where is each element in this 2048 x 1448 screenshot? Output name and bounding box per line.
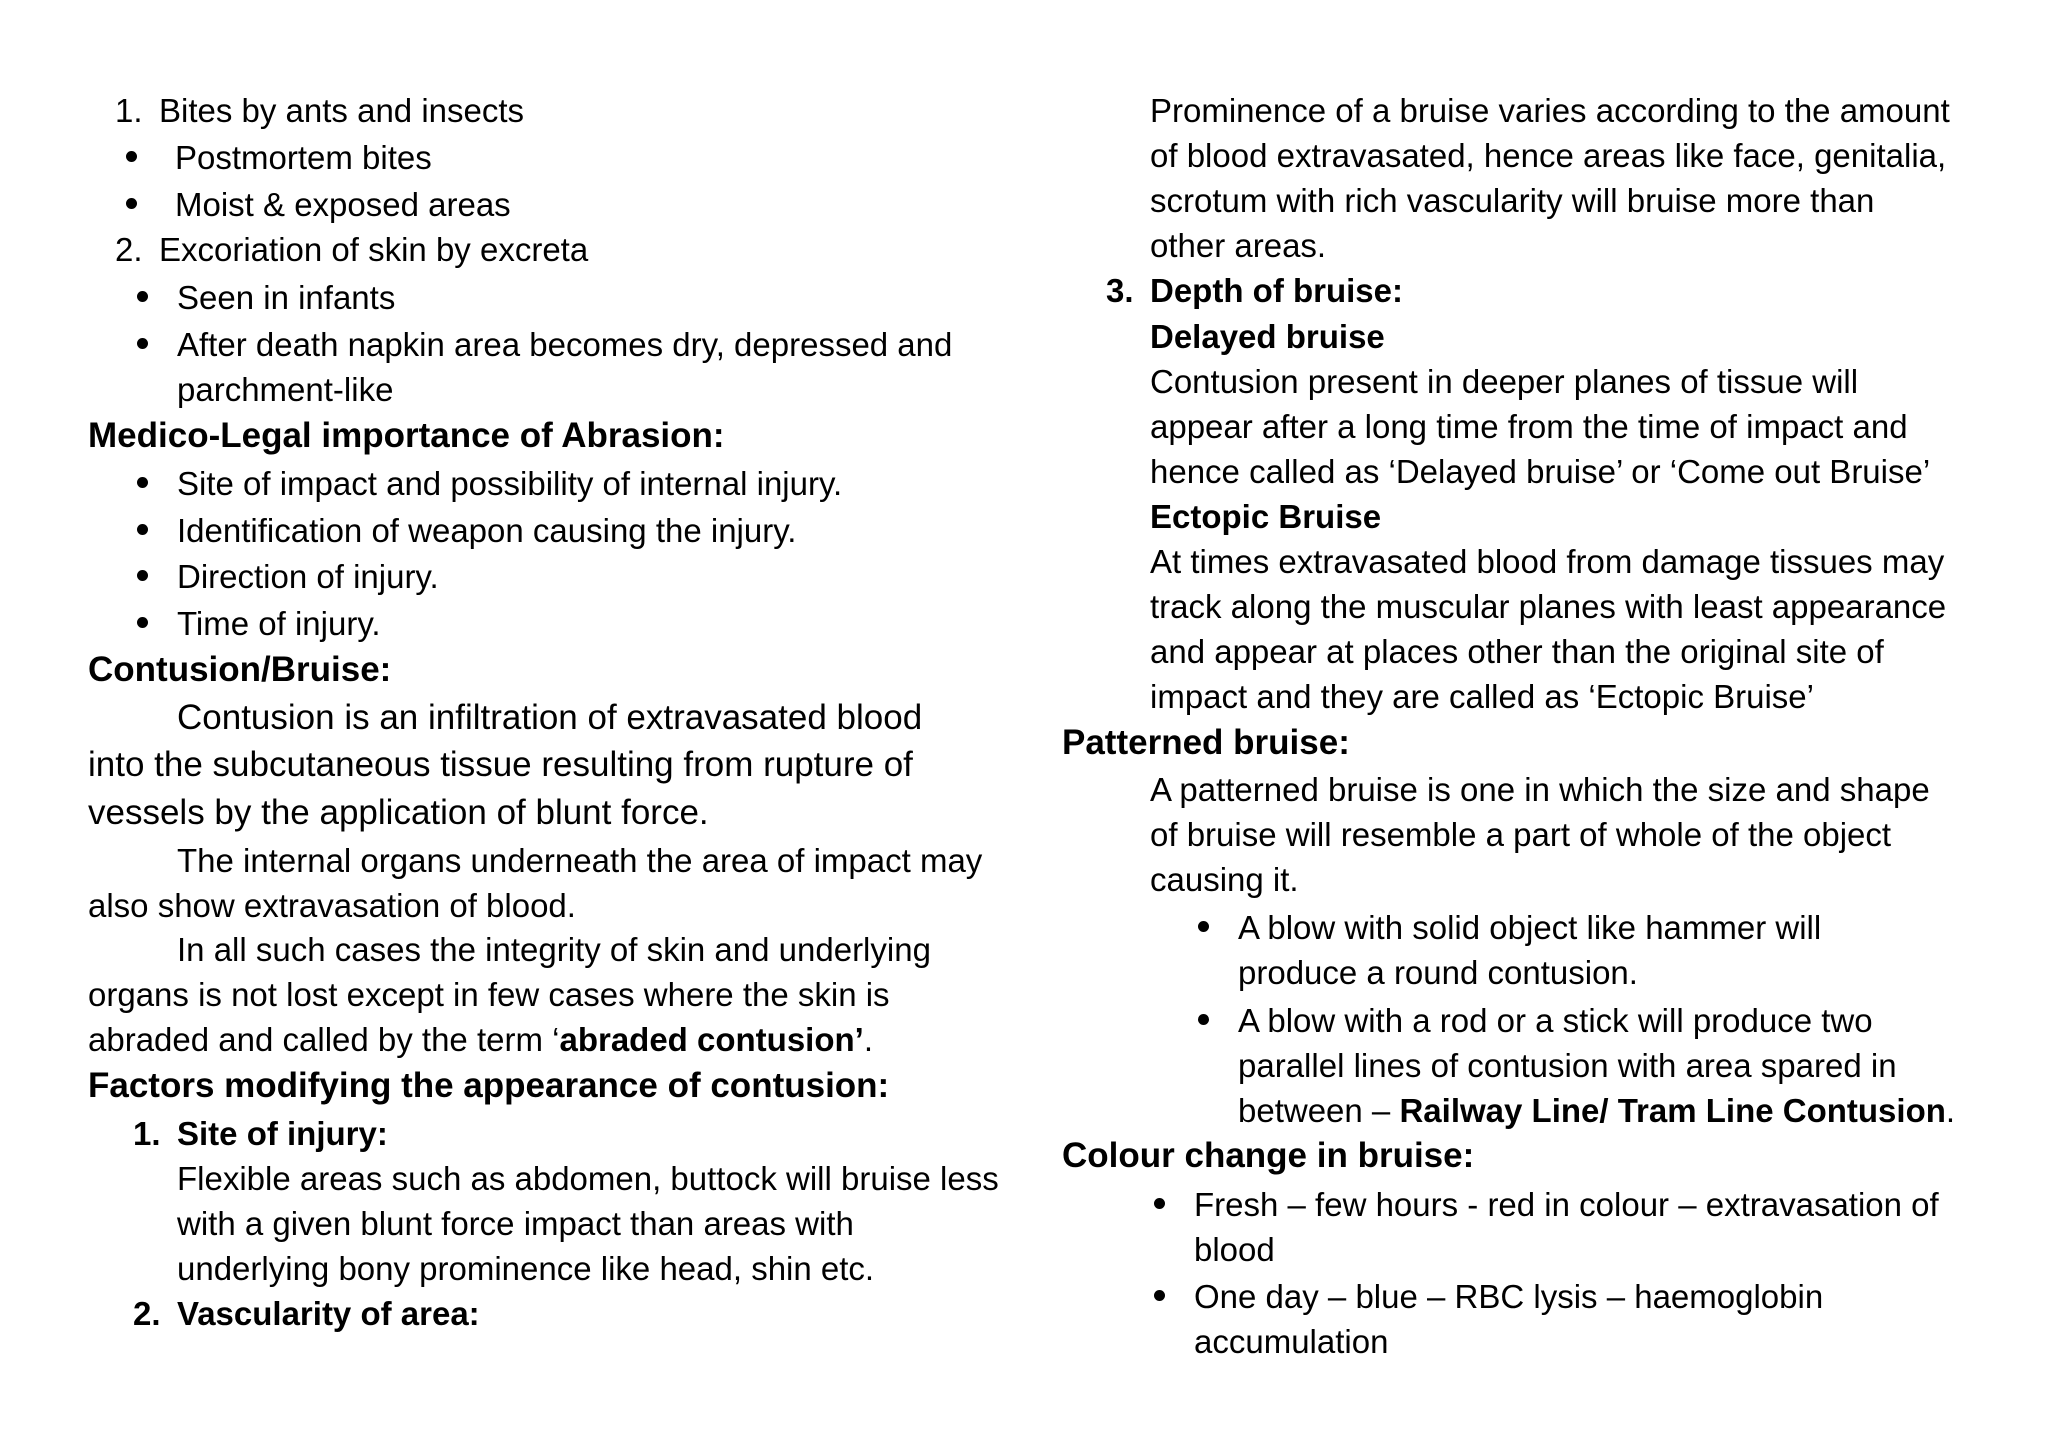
- subheading: Site of injury:: [177, 1115, 388, 1152]
- paragraph-line: scrotum with rich vascularity will bruise more than: [1150, 182, 1875, 219]
- paragraph-line: of blood extravasated, hence areas like face, genitalia,: [1150, 137, 1947, 174]
- section-heading: Medico-Legal importance of Abrasion:: [88, 416, 725, 455]
- list-item: Bites by ants and insects: [159, 92, 525, 129]
- bullet-icon: [137, 524, 148, 535]
- list-item: After death napkin area becomes dry, depressed and: [177, 326, 953, 363]
- bullet-icon: [1154, 1198, 1165, 1209]
- list-item: Direction of injury.: [177, 558, 439, 595]
- list-item: Postmortem bites: [175, 139, 432, 176]
- paragraph-line: abraded and called by the term ‘abraded contusion’.: [88, 1021, 874, 1058]
- paragraph-line: Prominence of a bruise varies according to the amount: [1150, 92, 1950, 129]
- paragraph-line: of bruise will resemble a part of whole of the object: [1150, 816, 1892, 853]
- paragraph-line: into the subcutaneous tissue resulting from rupture of: [88, 745, 913, 784]
- paragraph-line: also show extravasation of blood.: [88, 887, 576, 924]
- list-item: One day – blue – RBC lysis – haemoglobin: [1194, 1278, 1824, 1315]
- paragraph-line: appear after a long time from the time of impact and: [1150, 408, 1908, 445]
- subheading: Ectopic Bruise: [1150, 498, 1382, 535]
- subheading: Depth of bruise:: [1150, 272, 1403, 309]
- subheading: Vascularity of area:: [177, 1295, 480, 1332]
- paragraph-line: impact and they are called as ‘Ectopic Bruise’: [1150, 678, 1814, 715]
- bullet-icon: [1198, 1014, 1209, 1025]
- list-item: Fresh – few hours - red in colour – extravasation of: [1194, 1186, 1939, 1223]
- list-number: 2.: [115, 231, 143, 268]
- subheading: Delayed bruise: [1150, 318, 1385, 355]
- paragraph-line: The internal organs underneath the area of impact may: [177, 842, 983, 879]
- list-item-continuation: parallel lines of contusion with area spared in: [1238, 1047, 1897, 1084]
- bullet-icon: [137, 617, 148, 628]
- paragraph-line: with a given blunt force impact than areas with: [177, 1205, 854, 1242]
- paragraph-line: track along the muscular planes with least appearance: [1150, 588, 1947, 625]
- bullet-icon: [137, 477, 148, 488]
- list-number: 2.: [133, 1295, 161, 1332]
- list-item-continuation: accumulation: [1194, 1323, 1389, 1360]
- section-heading: Contusion/Bruise:: [88, 650, 392, 689]
- paragraph-line: organs is not lost except in few cases where the skin is: [88, 976, 890, 1013]
- paragraph-line: In all such cases the integrity of skin and underlying: [177, 931, 931, 968]
- list-item-continuation: between – Railway Line/ Tram Line Contusion.: [1238, 1092, 1956, 1129]
- paragraph-line: A patterned bruise is one in which the size and shape: [1150, 771, 1930, 808]
- paragraph-line: hence called as ‘Delayed bruise’ or ‘Come out Bruise’: [1150, 453, 1931, 490]
- list-item: Identification of weapon causing the injury.: [177, 512, 797, 549]
- list-item: Moist & exposed areas: [175, 186, 511, 223]
- list-number: 1.: [115, 92, 143, 129]
- bullet-icon: [126, 198, 137, 209]
- bullet-icon: [1154, 1290, 1165, 1301]
- bullet-icon: [137, 291, 148, 302]
- list-number: 3.: [1106, 272, 1134, 309]
- list-item: Site of impact and possibility of internal injury.: [177, 465, 843, 502]
- list-item-continuation: blood: [1194, 1231, 1275, 1268]
- bullet-icon: [137, 570, 148, 581]
- list-item: Seen in infants: [177, 279, 396, 316]
- paragraph-line: other areas.: [1150, 227, 1327, 264]
- paragraph-line: Flexible areas such as abdomen, buttock will bruise less: [177, 1160, 999, 1197]
- section-heading: Patterned bruise:: [1062, 723, 1350, 762]
- section-heading: Factors modifying the appearance of contusion:: [88, 1066, 890, 1105]
- list-item-continuation: produce a round contusion.: [1238, 954, 1638, 991]
- list-number: 1.: [133, 1115, 161, 1152]
- paragraph-line: Contusion is an infiltration of extravasated blood: [177, 698, 923, 737]
- bullet-icon: [126, 151, 137, 162]
- list-item-continuation: parchment-like: [177, 371, 394, 408]
- section-heading: Colour change in bruise:: [1062, 1136, 1475, 1175]
- list-item: Excoriation of skin by excreta: [159, 231, 589, 268]
- list-item: A blow with solid object like hammer will: [1238, 909, 1822, 946]
- bullet-icon: [137, 338, 148, 349]
- paragraph-line: Contusion present in deeper planes of tissue will: [1150, 363, 1859, 400]
- bullet-icon: [1198, 921, 1209, 932]
- paragraph-line: causing it.: [1150, 861, 1299, 898]
- paragraph-line: vessels by the application of blunt force.: [88, 793, 709, 832]
- paragraph-line: and appear at places other than the original site of: [1150, 633, 1884, 670]
- list-item: Time of injury.: [177, 605, 381, 642]
- list-item: A blow with a rod or a stick will produce two: [1238, 1002, 1873, 1039]
- paragraph-line: underlying bony prominence like head, shin etc.: [177, 1250, 875, 1287]
- paragraph-line: At times extravasated blood from damage tissues may: [1150, 543, 1945, 580]
